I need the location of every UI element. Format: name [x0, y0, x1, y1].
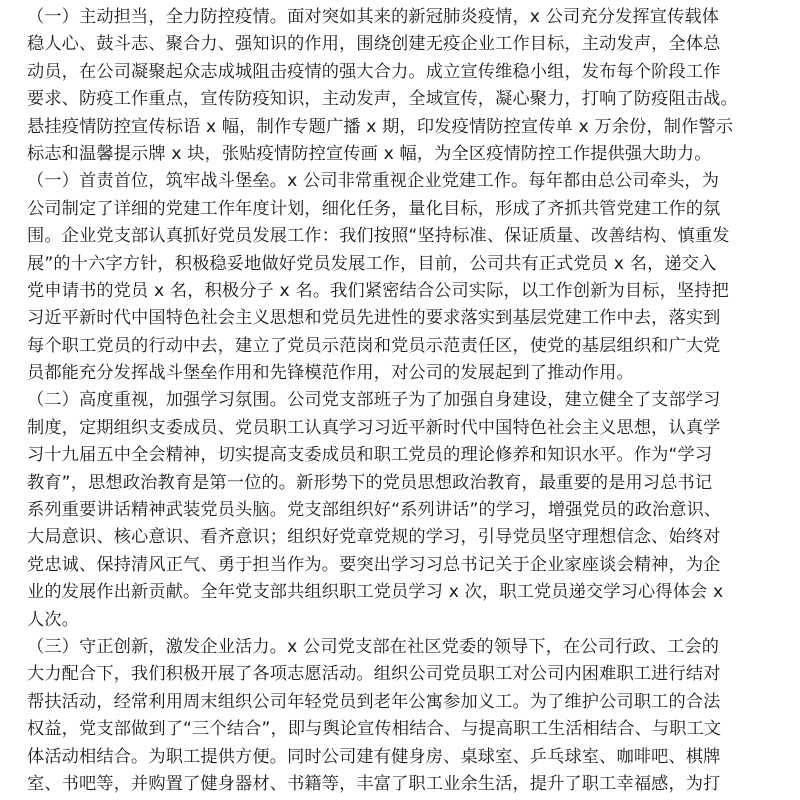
text-line: 权益，党支部做到了“三个结合”，即与舆论宣传相结合、与提高职工生活相结合、与职工文 [27, 719, 722, 740]
text-line: 员都能充分发挥战斗堡垒作用和先锋模范作用，对公司的发展起到了推动作用。 [27, 363, 634, 384]
text-line: （三）守正创新，激发企业活力。x 公司党支部在社区党委的领导下，在公司行政、工会的 [27, 636, 720, 657]
text-line: 习近平新时代中国特色社会主义思想和党员先进性的要求落实到基层党建工作中去，落实到 [27, 308, 721, 329]
text-line: （一）首责首位，筑牢战斗堡垒。x 公司非常重视企业党建工作。每年都由总公司牵头，为 [27, 171, 720, 192]
text-line: 体活动相结合。为职工提供方便。同时公司建有健身房、桌球室、乒乓球室、咖啡吧、棋牌 [27, 746, 721, 767]
text-line: 大局意识、核心意识、看齐意识；组织好党章党规的学习，引导党员坚守理想信念、始终对 [27, 527, 721, 548]
text-line: 制度，定期组织支委成员、党员职工认真学习习近平新时代中国特色社会主义思想，认真学 [27, 417, 721, 438]
text-line: 标志和温馨提示牌 x 块，张贴疫情防控宣传画 x 幅，为全区疫情防控工作提供强大助力。 [27, 143, 712, 164]
text-line: 帮扶活动，经常利用周末组织公司年轻党员到老年公寓参加义工。为了维护公司职工的合法 [27, 691, 721, 712]
text-line: 围。企业党支部认真抓好党员发展工作：我们按照“坚持标准、保证质量、改善结构、慎重发 [27, 226, 730, 247]
text-line: 公司制定了详细的党建工作年度计划，细化任务，量化目标，形成了齐抓共管党建工作的氛 [27, 198, 721, 219]
text-line: 每个职工党员的行动中去，建立了党员示范岗和党员示范责任区，使党的基层组织和广大党 [27, 335, 721, 356]
text-line: 悬挂疫情防控宣传标语 x 幅，制作专题广播 x 期，印发疫情防控宣传单 x 万余份，制作警示 [27, 116, 734, 137]
text-line: 业的发展作出新贡献。全年党支部共组织职工党员学习 x 次，职工党员递交学习心得体会 x [27, 582, 724, 603]
text-line: 室、书吧等，并购置了健身器材、书籍等，丰富了职工业余生活，提升了职工幸福感，为打 [27, 773, 721, 794]
document-body [27, 4, 787, 798]
text-line: 稳人心、鼓斗志、聚合力、强知识的作用，围绕创建无疫企业工作目标，主动发声，全体总 [27, 34, 721, 55]
text-line: 要求、防疫工作重点，宣传防疫知识，主动发声，全域宣传，凝心聚力，打响了防疫阻击战。 [27, 89, 738, 110]
text-line: 党申请书的党员 x 名，积极分子 x 名。我们紧密结合公司实际，以工作创新为目标，坚持把 [27, 280, 729, 301]
text-line: （二）高度重视，加强学习氛围。公司党支部班子为了加强自身建设，建立健全了支部学习 [27, 390, 721, 411]
text-line: 系列重要讲话精神武装党员头脑。党支部组织好“系列讲话”的学习，增强党员的政治意识、 [27, 500, 722, 521]
text-line: （一）主动担当，全力防控疫情。面对突如其来的新冠肺炎疫情，x 公司充分发挥宣传载体 [27, 7, 720, 27]
text-line: 大力配合下，我们积极开展了各项志愿活动。组织公司党员职工对公司内困难职工进行结对 [27, 664, 721, 685]
text-line: 动员，在公司凝聚起众志成城阻击疫情的强大合力。成立宣传维稳小组，发布每个阶段工作 [27, 61, 721, 82]
text-line: 党忠诚、保持清风正气、勇于担当作为。要突出学习习总书记关于企业家座谈会精神，为企 [27, 554, 721, 575]
text-line: 习十九届五中全会精神，切实提高支委成员和职工党员的理论修养和知识水平。作为“学习 [27, 445, 713, 466]
text-line: 人次。 [27, 609, 80, 630]
text-line: 教育”，思想政治教育是第一位的。新形势下的党员思想政治教育，最重要的是用习总书记 [27, 472, 713, 493]
text-line: 展”的十六字方针，积极稳妥地做好党员发展工作，目前，公司共有正式党员 x 名，递交入 [27, 253, 717, 274]
